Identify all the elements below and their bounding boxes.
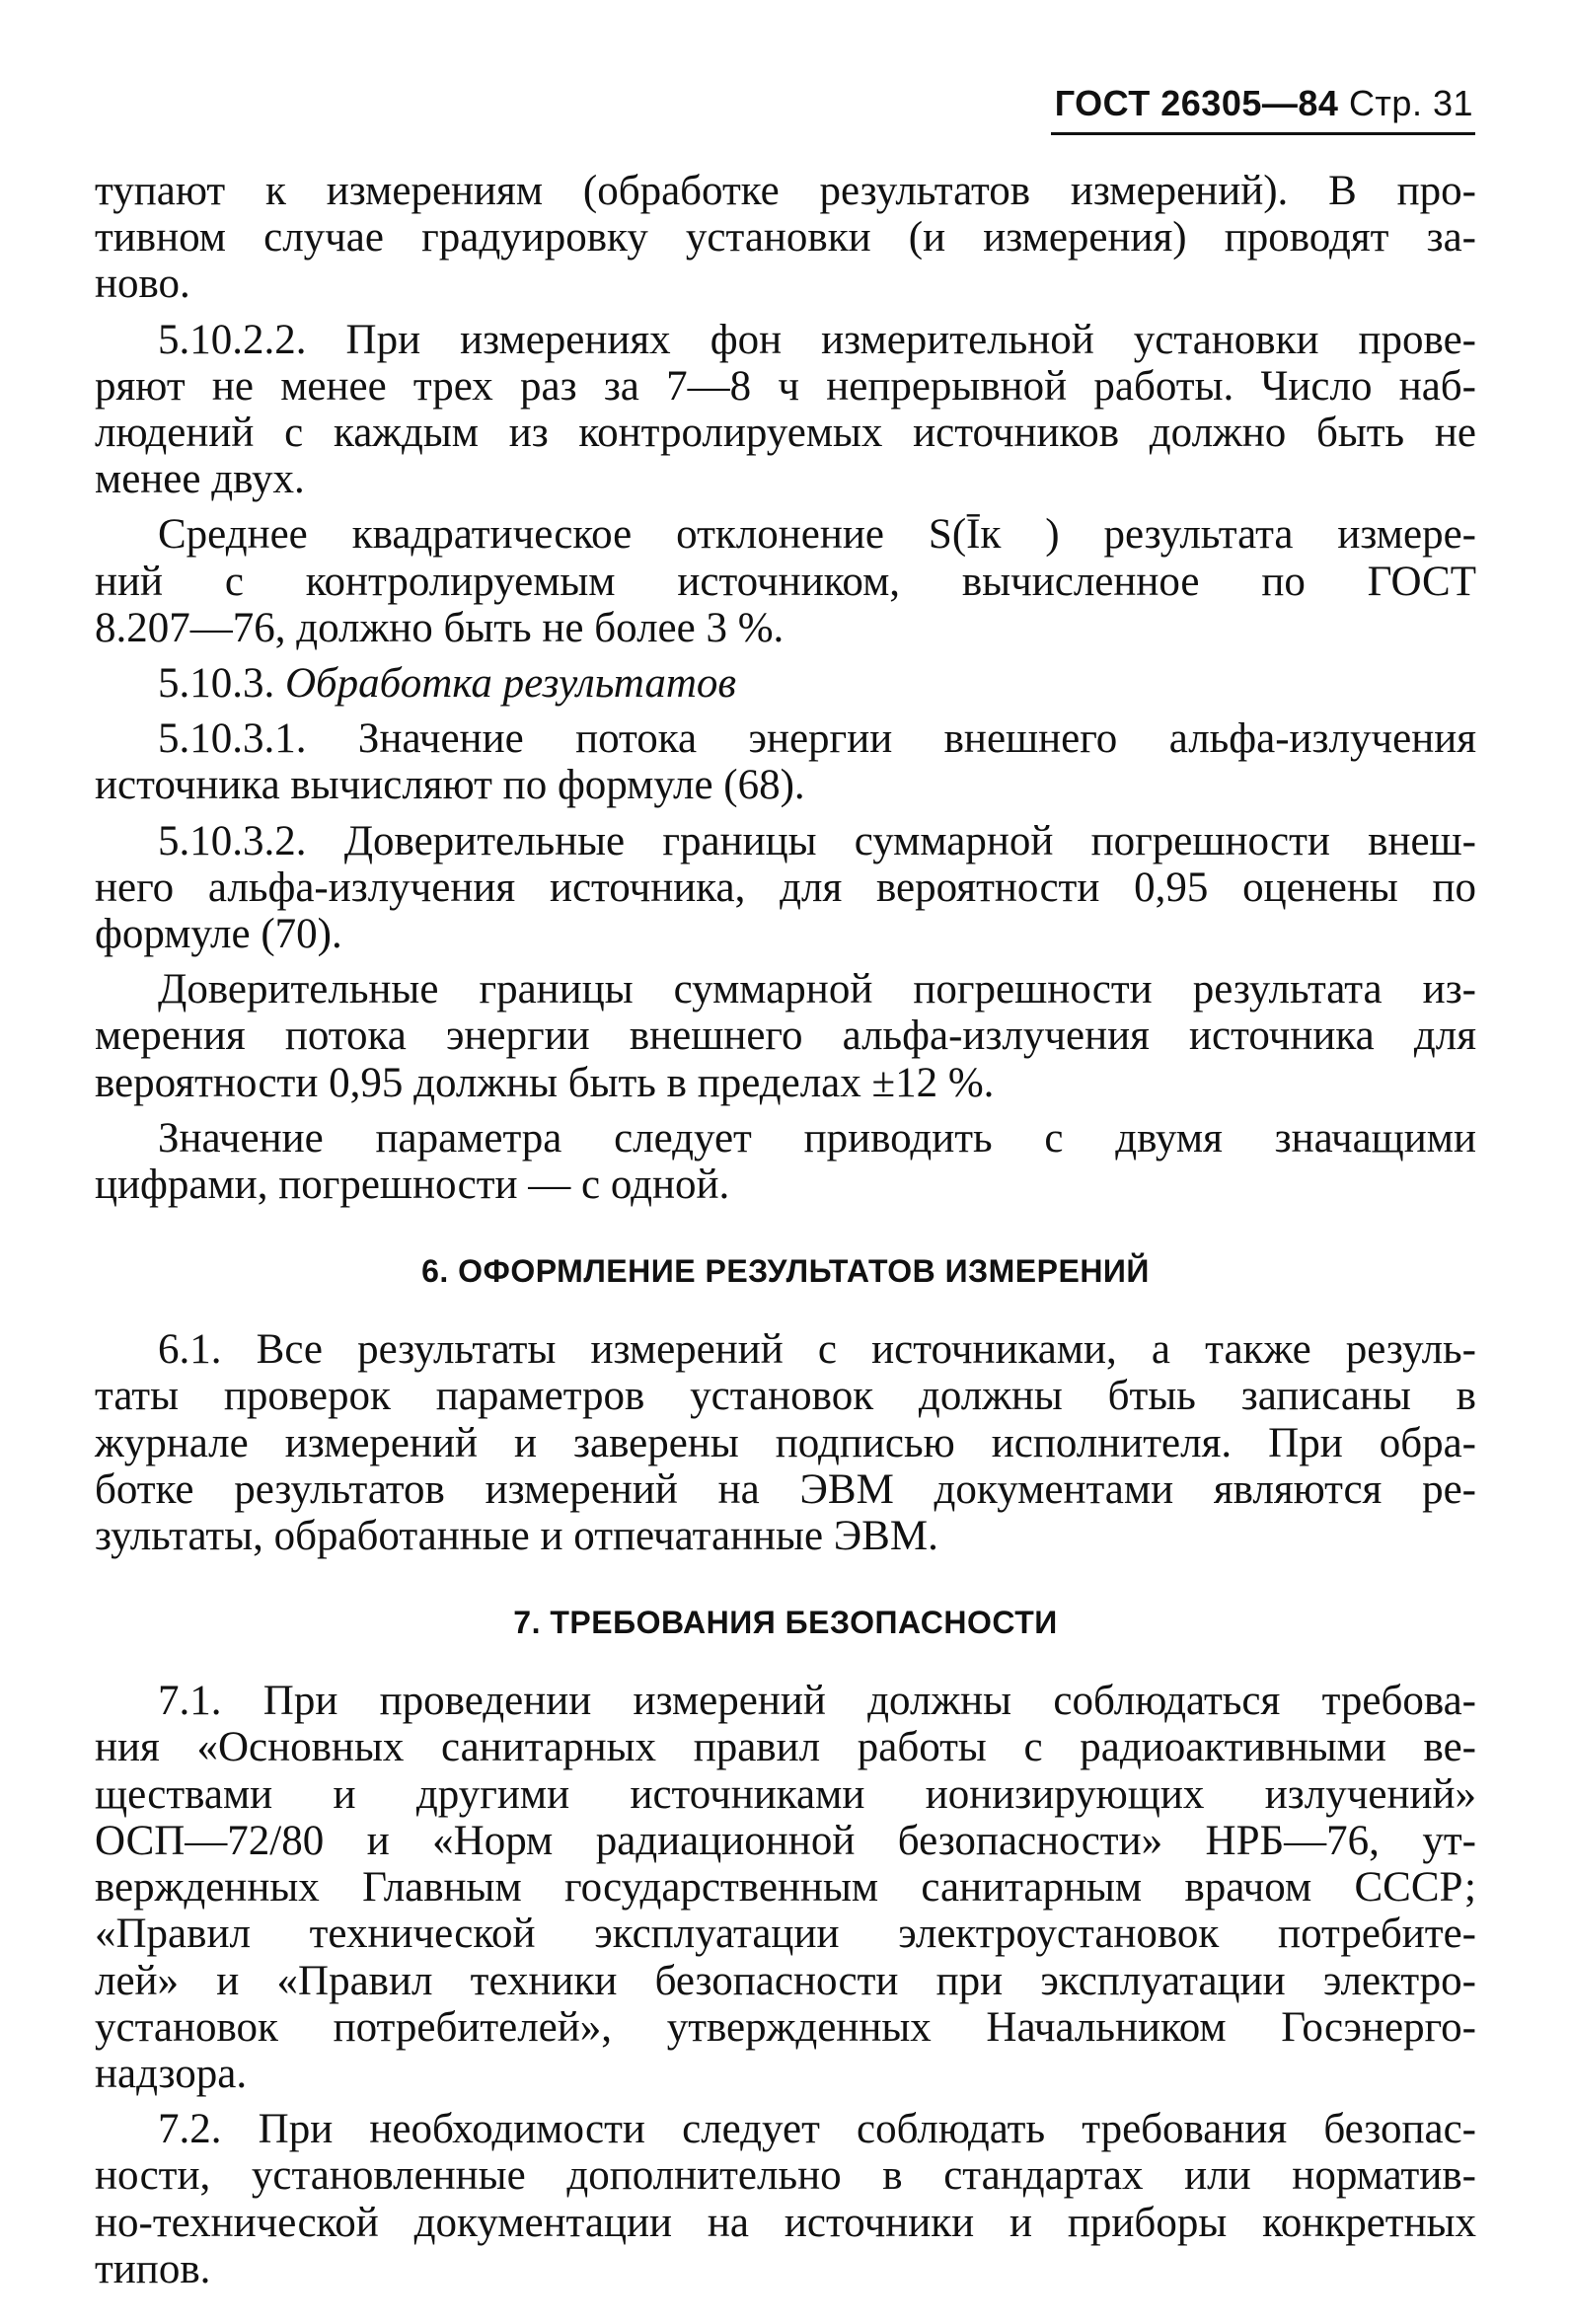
text-line: зультаты, обработанные и отпечатанные ЭВМ.: [95, 1513, 938, 1560]
text-line: цифрами, погрешности — с одной.: [95, 1162, 730, 1209]
text-line: типов.: [95, 2245, 211, 2292]
text-line: тупают к измерениям (обработке результатов измерений). В про-: [95, 168, 1476, 214]
text-line: 5.10.3.2. Доверительные границы суммарной погрешности внеш-: [158, 817, 1476, 864]
text-line: журнале измерений и заверены подписью исполнителя. При обра-: [95, 1419, 1476, 1466]
text-line: но-технической документации на источники и приборы конкретных: [95, 2199, 1476, 2246]
text-line: ряют не менее трех раз за 7—8 ч непрерывной работы. Число наб-: [95, 362, 1476, 410]
text-line: мерения потока энергии внешнего альфа-излучения источника для: [95, 1012, 1476, 1060]
text-line: 5.10.3.1. Значение потока энергии внешнего альфа-излучения: [158, 715, 1476, 763]
text-line: ново.: [95, 261, 190, 308]
paragraph-6-1: [95, 1326, 1476, 1559]
text-line: формуле (70).: [95, 911, 342, 958]
text-line: ществами и другими источниками ионизирующих излучений»: [95, 1770, 1476, 1818]
paragraph-7-1: [95, 1678, 1476, 2097]
header-rule: [1051, 132, 1475, 135]
paragraph-5-10-3: [95, 660, 1476, 707]
text-line: надзора.: [95, 2050, 248, 2097]
paragraph-5-10-3-2: [95, 818, 1476, 958]
text-line: таты проверок параметров установок должны бтыь записаны в: [95, 1373, 1476, 1420]
text-line: 7.1. При проведении измерений должны соблюдаться требова-: [158, 1678, 1476, 1725]
section-heading-safety: 7. ТРЕБОВАНИЯ БЕЗОПАСНОСТИ: [513, 1605, 1058, 1641]
text-line: 7.2. При необходимости следует соблюдать требования безопас-: [158, 2106, 1476, 2153]
paragraph-5-10-3-1: [95, 715, 1476, 808]
paragraph-confidence-limits: [95, 966, 1476, 1106]
paragraph-std-deviation: [95, 511, 1476, 651]
text-line: 8.207—76, должно быть не более 3 %.: [95, 604, 785, 651]
subsection-number: 5.10.3.: [158, 660, 275, 708]
text-line: Доверительные границы суммарной погрешности результата из-: [158, 966, 1476, 1013]
text-line: установок потребителей», утвержденных Начальником Госэнерго-: [95, 2003, 1476, 2051]
text-line: 6.1. Все результаты измерений с источниками, а также резуль-: [158, 1326, 1476, 1374]
section-heading-results: 6. ОФОРМЛЕНИЕ РЕЗУЛЬТАТОВ ИЗМЕРЕНИЙ: [421, 1253, 1150, 1290]
standard-number: ГОСТ 26305—84: [1054, 83, 1339, 123]
text-line: ний с контролируемым источником, вычисленное по ГОСТ: [95, 558, 1476, 605]
text-line: менее двух.: [95, 456, 305, 503]
text-line: ния «Основных санитарных правил работы с радиоактивными ве-: [95, 1724, 1476, 1771]
text-line: тивном случае градуировку установки (и измерения) проводят за-: [95, 214, 1476, 262]
page-number: Стр. 31: [1348, 83, 1473, 123]
text-line: вержденных Главным государственным санитарным врачом СССР;: [95, 1864, 1476, 1912]
text-line: источника вычисляют по формуле (68).: [95, 762, 805, 809]
paragraph-7-2: [95, 2106, 1476, 2292]
text-line: ботке результатов измерений на ЭВМ документами являются ре-: [95, 1465, 1476, 1513]
text-line: ОСП—72/80 и «Норм радиационной безопасности» НРБ—76, ут-: [95, 1817, 1476, 1864]
page-header: [1055, 83, 1473, 124]
paragraph-5-10-2-2: [95, 317, 1476, 503]
document-body: [95, 168, 1476, 2292]
subsection-title: [95, 660, 1476, 707]
text-line: Значение параметра следует приводить с двумя значащими: [158, 1114, 1476, 1162]
text-line: «Правил технической эксплуатации электроустановок потребите-: [95, 1911, 1476, 1958]
text-line: людений с каждым из контролируемых источников должно быть не: [95, 410, 1476, 457]
text-line: ности, установленные дополнительно в стандартах или норматив-: [95, 2152, 1476, 2200]
text-line: него альфа-излучения источника, для вероятности 0,95 оценены по: [95, 863, 1476, 911]
subsection-name: Обработка результатов: [285, 660, 737, 708]
paragraph-significant-digits: [95, 1115, 1476, 1208]
text-line: лей» и «Правил техники безопасности при эксплуатации электро-: [95, 1957, 1476, 2004]
text-line: 5.10.2.2. При измерениях фон измерительной установки прове-: [158, 316, 1476, 363]
paragraph-continuation: [95, 168, 1476, 308]
text-line: Среднее квадратическое отклонение S(Īк ) результата измере-: [158, 511, 1476, 559]
text-line: вероятности 0,95 должны быть в пределах ±12 %.: [95, 1059, 995, 1106]
